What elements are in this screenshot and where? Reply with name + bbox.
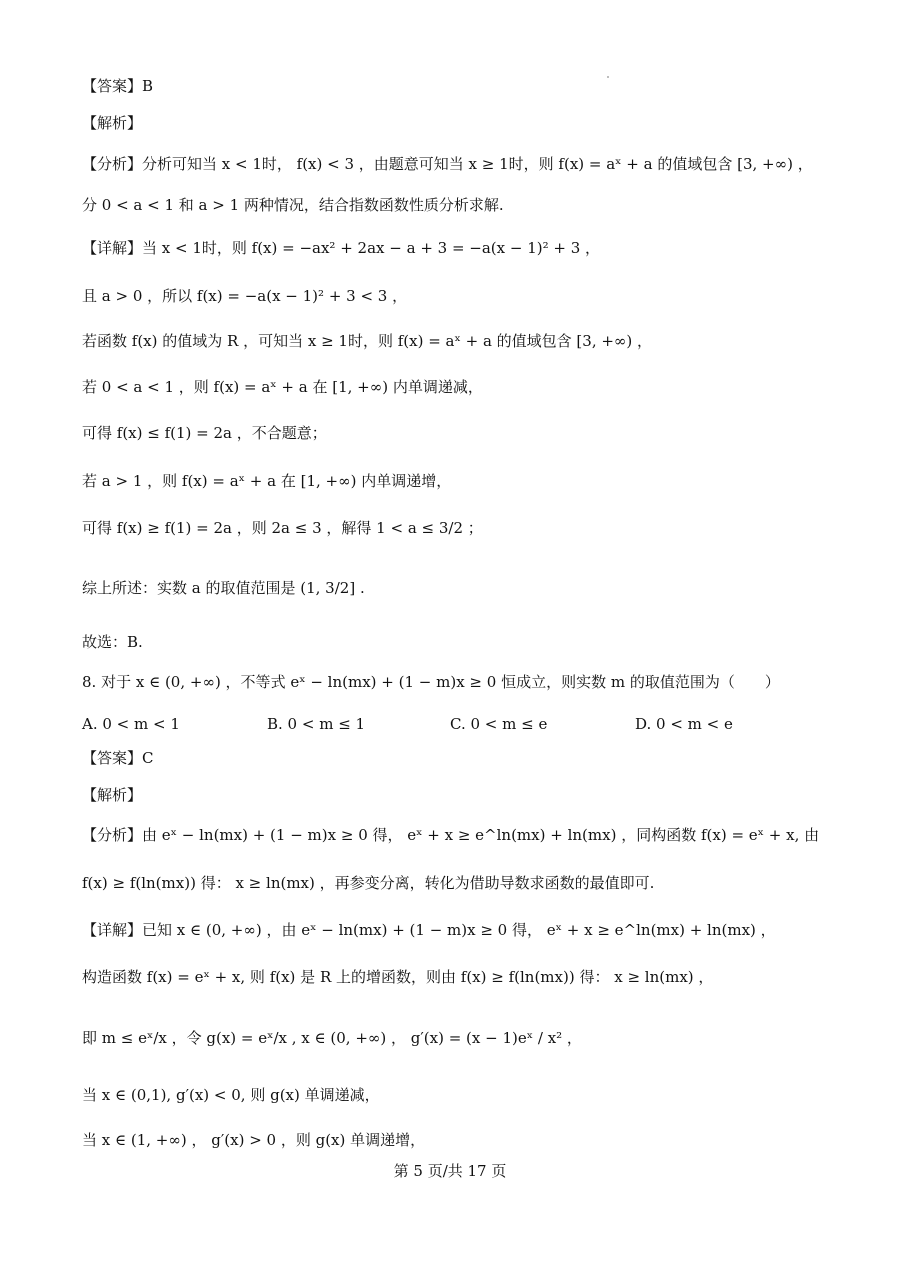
q8-detail-line-5: 当 x ∈ (1, +∞) ， g′(x) > 0 ，则 g(x) 单调递增，: [82, 1131, 426, 1149]
q7-fenxi-line-2: 分 0 < a < 1 和 a > 1 两种情况，结合指数函数性质分析求解.: [82, 196, 504, 214]
q8-stem: 8. 对于 x ∈ (0, +∞) ，不等式 eˣ − ln(mx) + (1 − m)x ≥ 0 恒成立，则实数 m 的取值范围为（ ）: [82, 673, 780, 691]
q8-detail-line-1: 【详解】已知 x ∈ (0, +∞) ，由 eˣ − ln(mx) + (1 − m)x ≥ 0 得， eˣ + x ≥ e^ln(mx) + ln(mx) ，: [82, 921, 776, 939]
q7-detail-line-4: 若 0 < a < 1 ，则 f(x) = aˣ + a 在 [1, +∞) 内单调递减，: [82, 378, 483, 396]
q7-detail-line-1: 【详解】当 x < 1时，则 f(x) = −ax² + 2ax − a + 3 = −a(x − 1)² + 3 ，: [82, 239, 601, 257]
q8-analysis-head: 【解析】: [82, 786, 143, 804]
q7-fenxi-line-1: 【分析】分析可知当 x < 1时， f(x) < 3 ，由题意可知当 x ≥ 1时，则 f(x) = aˣ + a 的值域包含 [3, +∞) ，: [82, 155, 813, 173]
q8-answer: 【答案】C: [82, 749, 154, 767]
q7-detail-line-5: 可得 f(x) ≤ f(1) = 2a ，不合题意；: [82, 424, 327, 442]
q7-analysis-head: 【解析】: [82, 114, 143, 132]
q7-choose: 故选：B.: [82, 633, 143, 651]
q8-fenxi-line-2: f(x) ≥ f(ln(mx)) 得： x ≥ ln(mx) ，再参变分离，转化为借助导数求函数的最值即可.: [82, 874, 655, 892]
q7-detail-line-6: 若 a > 1 ，则 f(x) = aˣ + a 在 [1, +∞) 内单调递增，: [82, 472, 452, 490]
q7-detail-line-3: 若函数 f(x) 的值域为 R ，可知当 x ≥ 1时，则 f(x) = aˣ + a 的值域包含 [3, +∞) ，: [82, 332, 653, 350]
q8-option-d: D. 0 < m < e: [635, 715, 733, 733]
q7-detail-line-7: 可得 f(x) ≥ f(1) = 2a ，则 2a ≤ 3 ，解得 1 < a ≤ 3/2 ；: [82, 519, 483, 537]
q8-detail-line-3: 即 m ≤ eˣ/x ，令 g(x) = eˣ/x , x ∈ (0, +∞) ， g′(x) = (x − 1)eˣ / x² ，: [82, 1029, 582, 1047]
q8-detail-line-2: 构造函数 f(x) = eˣ + x, 则 f(x) 是 R 上的增函数，则由 f(x) ≥ f(ln(mx)) 得： x ≥ ln(mx) ，: [82, 968, 714, 986]
page-footer: 第 5 页/共 17 页: [393, 1162, 507, 1180]
q8-option-b: B. 0 < m ≤ 1: [267, 715, 366, 733]
q8-fenxi-line-1: 【分析】由 eˣ − ln(mx) + (1 − m)x ≥ 0 得， eˣ + x ≥ e^ln(mx) + ln(mx) ，同构函数 f(x) = eˣ + x, 由: [82, 826, 820, 844]
q7-answer: 【答案】B: [82, 77, 154, 95]
q8-option-c: C. 0 < m ≤ e: [450, 715, 548, 733]
q8-detail-line-4: 当 x ∈ (0,1), g′(x) < 0, 则 g(x) 单调递减，: [82, 1086, 380, 1104]
q8-option-a: A. 0 < m < 1: [82, 715, 180, 733]
q7-detail-line-2: 且 a > 0 ，所以 f(x) = −a(x − 1)² + 3 < 3 ，: [82, 287, 408, 305]
q7-detail-line-8: 综上所述：实数 a 的取值范围是 (1, 3/2] .: [82, 579, 365, 597]
